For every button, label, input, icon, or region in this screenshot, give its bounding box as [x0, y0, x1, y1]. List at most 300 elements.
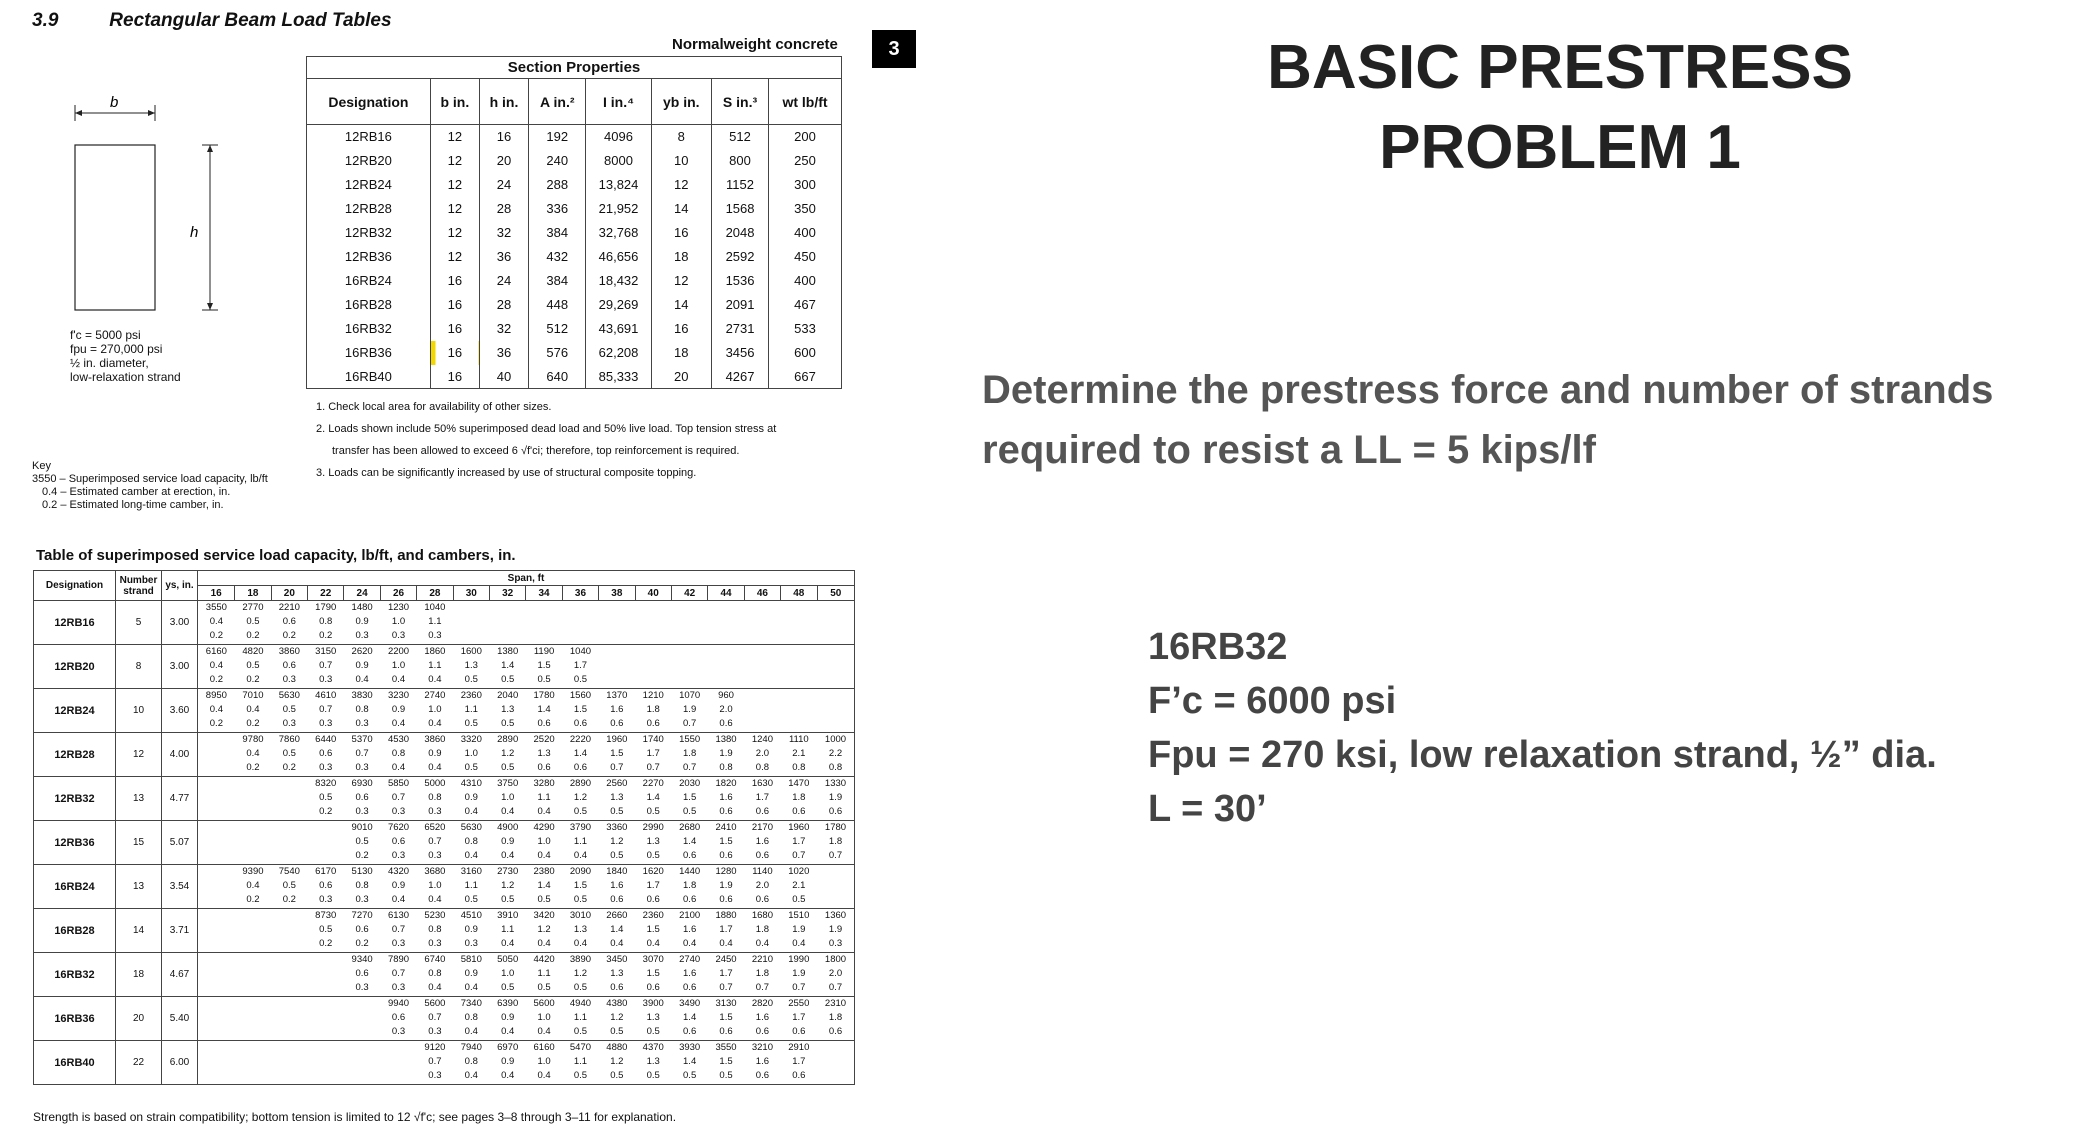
- load-value: 6170: [315, 866, 337, 877]
- row-yb: 3.60: [162, 689, 198, 733]
- row-strand-count: 15: [116, 821, 162, 865]
- load-cell: [417, 1041, 453, 1085]
- camber-value: 0.8: [428, 792, 442, 803]
- section-title: Rectangular Beam Load Tables: [109, 10, 392, 31]
- load-value: 9940: [387, 998, 410, 1009]
- camber-value: 1.4: [537, 704, 551, 715]
- load-cell: [380, 733, 416, 777]
- camber-value: 0.7: [792, 850, 806, 861]
- camber-value: 0.5: [501, 982, 515, 993]
- camber-value: 1.5: [537, 660, 551, 671]
- load-cell: [417, 821, 453, 865]
- load-value: 2890: [569, 778, 592, 789]
- camber-value: 0.7: [755, 982, 770, 993]
- span-col-header: 42: [671, 586, 707, 601]
- load-cell: [708, 733, 744, 777]
- key-legend: [32, 460, 268, 512]
- camber-value: 0.5: [719, 1070, 733, 1081]
- camber-value: 0.5: [573, 806, 588, 817]
- sp-cell: 14: [651, 293, 711, 317]
- load-cell: [308, 777, 344, 821]
- load-cell: [271, 689, 307, 733]
- camber-value: 1.0: [501, 792, 515, 803]
- camber-value: 0.2: [319, 938, 333, 949]
- load-cell: [635, 777, 671, 821]
- camber-value: 0.7: [719, 982, 733, 993]
- load-cell: [817, 953, 855, 997]
- sp-cell: 16RB32: [307, 317, 431, 341]
- camber-value: 1.0: [537, 1012, 551, 1023]
- camber-value: 0.9: [355, 660, 369, 671]
- camber-value: 0.2: [209, 674, 223, 685]
- load-value: 5850: [387, 778, 410, 789]
- sp-cell: 29,269: [586, 293, 651, 317]
- sp-cell: 512: [712, 125, 769, 149]
- load-value: 1190: [533, 646, 555, 657]
- load-value: 1020: [788, 866, 810, 877]
- camber-value: 0.3: [319, 674, 333, 685]
- camber-value: 0.7: [391, 792, 406, 803]
- load-value: 2040: [497, 690, 519, 701]
- sp-cell: 46,656: [586, 245, 651, 269]
- sp-cell: 576: [529, 341, 586, 365]
- load-value: 2410: [715, 822, 737, 833]
- camber-value: 1.3: [646, 836, 660, 847]
- span-header: Span, ft: [198, 571, 855, 586]
- camber-value: 0.6: [355, 924, 369, 935]
- section-number: 3.9: [32, 10, 59, 31]
- camber-value: 1.2: [610, 1056, 624, 1067]
- load-value: 4530: [387, 734, 410, 745]
- load-cell: [781, 601, 817, 645]
- sp-cell: 16: [651, 317, 711, 341]
- camber-value: 1.1: [537, 792, 551, 803]
- load-cell: [344, 1041, 380, 1085]
- camber-value: 0.4: [719, 938, 733, 949]
- load-cell: [562, 821, 598, 865]
- sp-cell: 432: [529, 245, 586, 269]
- camber-value: 1.8: [646, 704, 660, 715]
- camber-value: 1.1: [501, 924, 515, 935]
- load-cell: [708, 997, 744, 1041]
- sp-cell: 12RB32: [307, 221, 431, 245]
- load-value: 3160: [460, 866, 482, 877]
- load-value: 2220: [569, 734, 592, 745]
- camber-value: 1.6: [755, 1056, 770, 1067]
- camber-value: 1.0: [391, 616, 406, 627]
- camber-value: 0.5: [501, 674, 515, 685]
- camber-value: 1.6: [683, 968, 697, 979]
- sp-cell: 32: [479, 317, 528, 341]
- sp-cell: 16: [430, 293, 479, 317]
- sp-cell: 4096: [586, 125, 651, 149]
- load-cell: [708, 865, 744, 909]
- load-cell: [526, 1041, 562, 1085]
- load-cell: [744, 645, 780, 689]
- load-value: 5230: [424, 910, 446, 921]
- camber-value: 0.6: [610, 982, 624, 993]
- load-value: 3130: [715, 998, 737, 1009]
- camber-value: 0.5: [573, 982, 588, 993]
- camber-value: 1.5: [683, 792, 697, 803]
- load-cell: [671, 689, 707, 733]
- sp-col-header: h in.: [479, 79, 528, 125]
- camber-value: 0.6: [319, 748, 333, 759]
- row-designation: 16RB40: [34, 1041, 116, 1085]
- camber-value: 0.9: [501, 1056, 515, 1067]
- load-value: 1240: [751, 734, 773, 745]
- camber-value: 0.7: [391, 924, 406, 935]
- manual-page: [0, 0, 900, 1138]
- load-value: 4610: [315, 690, 337, 701]
- load-value: 3900: [642, 998, 664, 1009]
- camber-value: 1.3: [646, 1012, 660, 1023]
- sp-cell: 450: [769, 245, 842, 269]
- camber-value: 0.4: [501, 806, 515, 817]
- load-value: 1790: [315, 602, 337, 613]
- load-cell: [526, 821, 562, 865]
- sp-row: [307, 365, 842, 389]
- row-strand-count: 12: [116, 733, 162, 777]
- camber-value: 0.6: [755, 806, 770, 817]
- sp-cell: 16: [430, 317, 479, 341]
- load-cell: [453, 777, 489, 821]
- problem-line-2: required to resist a LL = 5 kips/lf: [982, 428, 1596, 472]
- camber-value: 1.7: [573, 660, 588, 671]
- camber-value: 1.1: [428, 660, 442, 671]
- sp-cell: 384: [529, 269, 586, 293]
- camber-value: 0.6: [646, 718, 660, 729]
- camber-value: 0.4: [355, 674, 369, 685]
- load-value: 3830: [351, 690, 373, 701]
- row-designation: 16RB28: [34, 909, 116, 953]
- tab-badge: 3: [872, 30, 916, 68]
- load-value: 2770: [242, 602, 264, 613]
- camber-value: 0.6: [537, 762, 551, 773]
- load-cell: [235, 601, 271, 645]
- row-strand-count: 13: [116, 865, 162, 909]
- sp-cell: 192: [529, 125, 586, 149]
- load-cell: [671, 865, 707, 909]
- camber-value: 0.5: [573, 1026, 588, 1037]
- camber-value: 1.6: [683, 924, 697, 935]
- camber-value: 0.3: [464, 938, 478, 949]
- span-col-header: 32: [489, 586, 525, 601]
- camber-value: 1.5: [719, 836, 733, 847]
- load-value: 1360: [824, 910, 847, 921]
- camber-value: 0.5: [610, 806, 624, 817]
- sp-cell: 12: [430, 197, 479, 221]
- camber-value: 0.4: [501, 1026, 515, 1037]
- camber-value: 0.6: [792, 1026, 806, 1037]
- load-cell: [708, 909, 744, 953]
- load-cell: [453, 909, 489, 953]
- load-cell: [417, 601, 453, 645]
- load-cell: [235, 1041, 271, 1085]
- camber-value: 0.2: [282, 762, 296, 773]
- section-header: [32, 10, 392, 32]
- load-value: 1740: [642, 734, 664, 745]
- camber-value: 0.2: [319, 630, 333, 641]
- sp-cell: 8000: [586, 149, 651, 173]
- sp-cell: 800: [712, 149, 769, 173]
- camber-value: 0.5: [537, 674, 551, 685]
- load-cell: [526, 865, 562, 909]
- camber-value: 1.6: [610, 880, 624, 891]
- load-table-title: Table of superimposed service load capacity, lb/ft, and cambers, in.: [36, 547, 516, 564]
- camber-value: 0.8: [755, 762, 770, 773]
- note-strand: low-relaxation strand: [70, 370, 181, 384]
- camber-value: 0.6: [683, 982, 697, 993]
- load-cell: [671, 645, 707, 689]
- sp-cell: 3456: [712, 341, 769, 365]
- slide-title: [1180, 28, 1940, 188]
- sp-cell: 288: [529, 173, 586, 197]
- camber-value: 0.3: [319, 718, 333, 729]
- row-yb: 3.00: [162, 601, 198, 645]
- load-value: 1380: [715, 734, 737, 745]
- load-cell: [380, 821, 416, 865]
- load-cell: [380, 1041, 416, 1085]
- sp-row: [307, 197, 842, 221]
- load-cell: [453, 601, 489, 645]
- camber-value: 0.5: [246, 616, 260, 627]
- camber-value: 0.6: [573, 762, 588, 773]
- camber-value: 2.0: [828, 968, 843, 979]
- camber-value: 1.6: [719, 792, 733, 803]
- camber-value: 0.9: [391, 880, 406, 891]
- load-table-row: [34, 953, 855, 997]
- camber-value: 0.7: [428, 1012, 442, 1023]
- load-cell: [744, 601, 780, 645]
- row-strand-count: 20: [116, 997, 162, 1041]
- load-value: 1280: [715, 866, 737, 877]
- load-value: 6160: [205, 646, 227, 657]
- load-value: 2360: [460, 690, 482, 701]
- camber-value: 0.3: [428, 1070, 442, 1081]
- load-value: 9780: [242, 734, 264, 745]
- load-cell: [235, 821, 271, 865]
- load-value: 1440: [679, 866, 701, 877]
- given-fc: F’c = 6000 psi: [1148, 680, 1397, 722]
- camber-value: 1.7: [719, 968, 733, 979]
- load-value: 7340: [460, 998, 482, 1009]
- camber-value: 0.3: [355, 806, 369, 817]
- load-cell: [235, 689, 271, 733]
- load-table-row: [34, 1041, 855, 1085]
- load-value: 3010: [569, 910, 592, 921]
- sp-cell: 12: [651, 173, 711, 197]
- load-cell: [708, 1041, 744, 1085]
- camber-value: 0.5: [246, 660, 260, 671]
- load-cell: [417, 909, 453, 953]
- load-cell: [380, 997, 416, 1041]
- load-cell: [198, 733, 235, 777]
- camber-value: 0.6: [282, 616, 296, 627]
- row-yb: 5.40: [162, 997, 198, 1041]
- note-fc: f'c = 5000 psi: [70, 328, 141, 342]
- sp-cell: 448: [529, 293, 586, 317]
- load-cell: [489, 997, 525, 1041]
- camber-value: 0.4: [391, 674, 406, 685]
- load-value: 4940: [569, 998, 592, 1009]
- load-value: 2090: [569, 866, 592, 877]
- footnote-2-cont: transfer has been allowed to exceed 6 √f'ci; therefore, top reinforcement is required.: [332, 445, 740, 457]
- load-cell: [781, 733, 817, 777]
- load-value: 3860: [278, 646, 300, 657]
- row-designation: 16RB24: [34, 865, 116, 909]
- load-value: 1480: [351, 602, 373, 613]
- load-cell: [562, 865, 598, 909]
- strength-footnote: Strength is based on strain compatibility; bottom tension is limited to 12 √f'c; see pages 3–8 through 3–11 for explanation.: [33, 1110, 677, 1124]
- material-notes: [70, 328, 181, 384]
- load-value: 4310: [460, 778, 482, 789]
- sp-cell: 384: [529, 221, 586, 245]
- load-value: 1330: [824, 778, 847, 789]
- load-cell: [671, 821, 707, 865]
- sp-cell: 16: [479, 125, 528, 149]
- sp-col-header: yb in.: [651, 79, 711, 125]
- camber-value: 0.6: [719, 850, 733, 861]
- camber-value: 1.5: [573, 704, 588, 715]
- load-cell: [489, 601, 525, 645]
- load-value: 4820: [242, 646, 264, 657]
- load-cell: [271, 601, 307, 645]
- load-cell: [671, 733, 707, 777]
- camber-value: 0.4: [391, 894, 406, 905]
- camber-value: 1.4: [683, 836, 697, 847]
- load-value: 6130: [387, 910, 410, 921]
- load-cell: [308, 733, 344, 777]
- service-load-table: [33, 570, 855, 1085]
- load-cell: [198, 601, 235, 645]
- camber-value: 1.8: [755, 924, 770, 935]
- load-value: 6970: [497, 1042, 519, 1053]
- load-cell: [198, 1041, 235, 1085]
- sp-cell: 1568: [712, 197, 769, 221]
- sp-cell: 40: [479, 365, 528, 389]
- camber-value: 0.3: [391, 850, 406, 861]
- camber-value: 1.3: [501, 704, 515, 715]
- load-value: 9340: [351, 954, 373, 965]
- load-value: 1960: [788, 822, 810, 833]
- load-value: 1960: [606, 734, 628, 745]
- load-cell: [489, 865, 525, 909]
- camber-value: 0.3: [391, 982, 406, 993]
- load-value: 1780: [533, 690, 555, 701]
- span-col-header: 50: [817, 586, 855, 601]
- load-value: 5050: [497, 954, 519, 965]
- camber-value: 0.5: [646, 850, 660, 861]
- load-value: 4320: [387, 866, 410, 877]
- camber-value: 0.5: [464, 674, 478, 685]
- load-cell: [344, 601, 380, 645]
- camber-value: 1.1: [573, 1056, 588, 1067]
- load-cell: [671, 909, 707, 953]
- camber-value: 1.9: [828, 924, 843, 935]
- load-value: 3930: [679, 1042, 701, 1053]
- sp-cell: 32,768: [586, 221, 651, 245]
- load-cell: [708, 601, 744, 645]
- load-cell: [708, 821, 744, 865]
- load-cell: [671, 777, 707, 821]
- row-yb: 3.54: [162, 865, 198, 909]
- load-cell: [817, 865, 855, 909]
- load-cell: [671, 1041, 707, 1085]
- sp-row: [307, 125, 842, 149]
- camber-value: 0.6: [719, 718, 733, 729]
- camber-value: 0.8: [828, 762, 843, 773]
- camber-value: 0.9: [464, 968, 478, 979]
- sp-cell: 2048: [712, 221, 769, 245]
- camber-value: 0.6: [792, 806, 806, 817]
- load-value: 3790: [569, 822, 592, 833]
- camber-value: 0.5: [792, 894, 806, 905]
- load-cell: [344, 777, 380, 821]
- load-cell: [599, 909, 635, 953]
- camber-value: 0.5: [537, 982, 551, 993]
- camber-value: 0.6: [573, 718, 588, 729]
- sp-cell: 8: [651, 125, 711, 149]
- camber-value: 0.5: [537, 894, 551, 905]
- row-yb: 4.00: [162, 733, 198, 777]
- load-value: 3420: [533, 910, 555, 921]
- camber-value: 1.3: [610, 792, 624, 803]
- sp-row: [307, 341, 842, 365]
- camber-value: 0.6: [610, 718, 624, 729]
- camber-value: 0.6: [719, 894, 733, 905]
- load-cell: [526, 909, 562, 953]
- load-cell: [198, 865, 235, 909]
- load-cell: [489, 909, 525, 953]
- camber-value: 0.3: [391, 1026, 406, 1037]
- camber-value: 0.8: [319, 616, 333, 627]
- camber-value: 2.2: [828, 748, 843, 759]
- span-col-header: 46: [744, 586, 780, 601]
- camber-value: 0.5: [610, 1070, 624, 1081]
- camber-value: 1.0: [428, 880, 442, 891]
- camber-value: 0.7: [428, 1056, 442, 1067]
- camber-value: 0.5: [282, 704, 296, 715]
- camber-value: 0.3: [282, 674, 296, 685]
- camber-value: 1.8: [792, 792, 806, 803]
- camber-value: 0.3: [391, 938, 406, 949]
- camber-value: 1.9: [792, 924, 806, 935]
- load-value: 4420: [533, 954, 555, 965]
- sp-row: [307, 245, 842, 269]
- load-cell: [344, 733, 380, 777]
- load-cell: [489, 821, 525, 865]
- load-cell: [271, 953, 307, 997]
- row-designation: 16RB32: [34, 953, 116, 997]
- load-cell: [671, 953, 707, 997]
- load-value: 2680: [679, 822, 701, 833]
- load-cell: [308, 1041, 344, 1085]
- sp-row: [307, 269, 842, 293]
- load-value: 3070: [642, 954, 664, 965]
- load-cell: [453, 733, 489, 777]
- row-yb: 5.07: [162, 821, 198, 865]
- sp-cell: 12RB36: [307, 245, 431, 269]
- load-cell: [489, 733, 525, 777]
- load-cell: [744, 909, 780, 953]
- row-strand-count: 10: [116, 689, 162, 733]
- sp-col-header: I in.⁴: [586, 79, 651, 125]
- camber-value: 0.7: [683, 718, 697, 729]
- load-cell: [599, 645, 635, 689]
- camber-value: 0.4: [501, 850, 515, 861]
- load-value: 2380: [533, 866, 555, 877]
